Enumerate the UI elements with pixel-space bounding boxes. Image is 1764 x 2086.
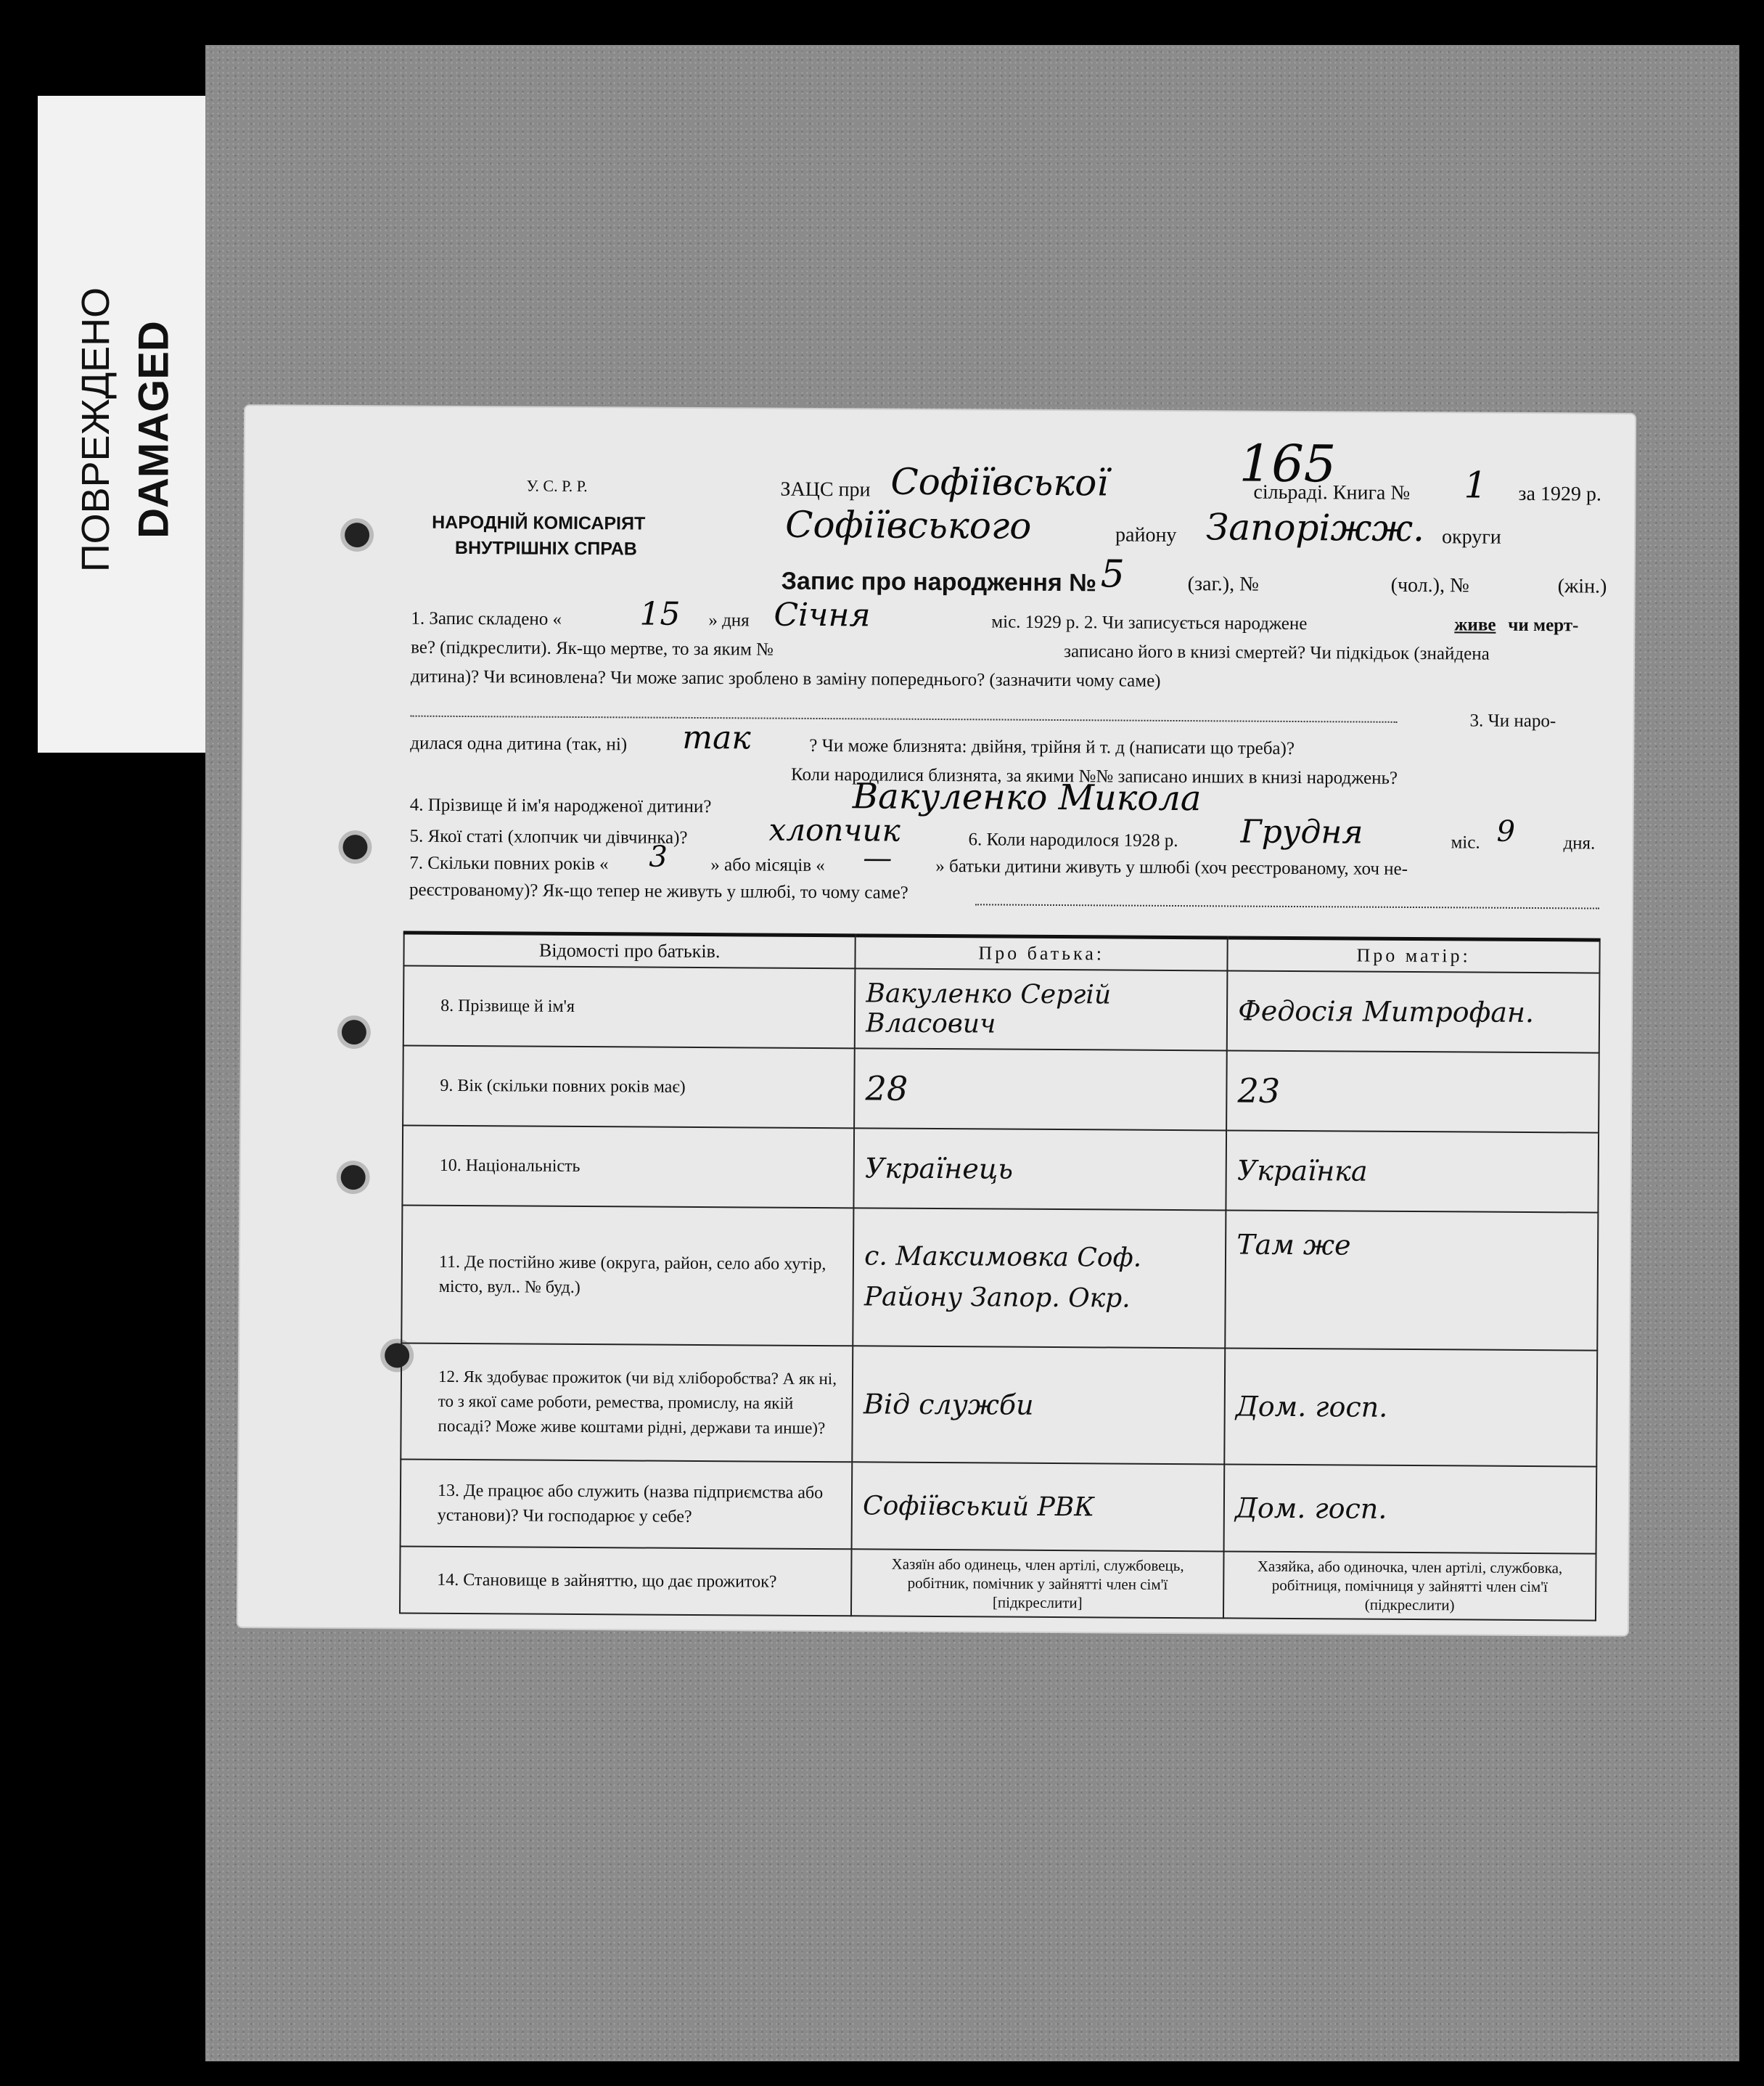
- punch-hole: [345, 523, 369, 547]
- father-value: Софіївський РВК: [852, 1462, 1225, 1551]
- q6-month-label: міс.: [1451, 833, 1480, 853]
- q7-line-c: » батьки дитини живуть у шлюбі (хоч реєстрованому, хоч не-: [935, 856, 1408, 879]
- father-value: Від служби: [853, 1346, 1226, 1464]
- q3-tail: 3. Чи наро-: [1469, 711, 1556, 732]
- village-handwritten: Софіївської: [890, 460, 1109, 504]
- q1-alive: живе: [1454, 615, 1496, 635]
- q3-line-b: ? Чи може близнята: двійня, трійня й т. д (написати що треба)?: [809, 735, 1295, 759]
- row-label: 11. Де постійно живе (округа, район, село або хутір, місто, вул.. № буд.): [401, 1206, 853, 1346]
- mother-value: Хазяйка, або одиночка, член артілі, службовка, робітниця, помічниця у зайнятті член сім'ї (підкреслити): [1223, 1551, 1596, 1620]
- q3-line: дилася одна дитина (так, ні): [410, 733, 628, 755]
- q5-sex: хлопчик: [768, 811, 901, 848]
- table-row: [400, 1546, 1596, 1620]
- row-label: 14. Становище в зайняттю, що дає прожиток?: [400, 1546, 852, 1616]
- q2-line-b: записано його в книзі смертей? Чи підкідьок (знайдена: [1064, 642, 1490, 664]
- q2-line3: дитина)? Чи всиновлена? Чи може запис зроблено в заміну попереднього? (зазначити чому саме): [410, 666, 1161, 691]
- table-row: [402, 1126, 1599, 1213]
- header-info: Відомості про батьків.: [403, 933, 855, 968]
- year-label: за 1929 р.: [1518, 482, 1602, 506]
- okrug-handwritten: Запоріжж.: [1205, 506, 1425, 550]
- q6-month: Грудня: [1240, 813, 1363, 851]
- table-row: [401, 1460, 1597, 1554]
- q1-dead: чи мерт-: [1508, 615, 1579, 636]
- q5-label: 5. Якої статі (хлопчик чи дівчинка)?: [409, 826, 688, 848]
- raion-label: району: [1115, 523, 1177, 547]
- table-row: [403, 1046, 1599, 1133]
- selrada-label: сільраді. Книга №: [1253, 480, 1411, 504]
- father-value: Українець: [854, 1128, 1227, 1210]
- mother-value: Дом. госп.: [1224, 1348, 1597, 1466]
- fill-line: [975, 904, 1599, 909]
- row-label: 12. Як здобуває прожиток (чи від хліборобства? А як ні, то з якої саме роботи, ремества, промислу, на якій посаді? Може живе коштами рідні, держави та инше)?: [401, 1343, 853, 1463]
- q6-label: 6. Коли народилося 1928 р.: [968, 830, 1178, 851]
- mother-value: 23: [1226, 1050, 1599, 1132]
- q7-years: 3: [649, 840, 668, 874]
- mother-value: Федосія Митрофан.: [1227, 970, 1599, 1052]
- record-number-handwritten: 165: [1239, 433, 1337, 494]
- row-label: 9. Вік (скільки повних років має): [403, 1046, 855, 1129]
- father-value: Хазяїн або одинець, член артілі, службовець, робітник, помічник у зайнятті член сім'ї [підкреслити]: [851, 1549, 1224, 1618]
- table-row: [403, 966, 1600, 1053]
- district-handwritten: Софіївського: [784, 503, 1032, 547]
- q1-prefix: 1. Запис складено «: [411, 608, 562, 629]
- fill-line: [411, 716, 1398, 723]
- header-father: Про батька:: [856, 936, 1228, 971]
- zags-prefix: ЗАЦС при: [780, 478, 871, 502]
- q1-day: 15: [639, 595, 681, 633]
- q1-year: міс. 1929 р. 2. Чи записується народжене: [991, 612, 1308, 634]
- mother-value: Українка: [1226, 1130, 1599, 1212]
- damaged-label-ua: ПОВРЕЖДЕНО: [74, 287, 118, 573]
- mother-value: Дом. госп.: [1224, 1464, 1597, 1553]
- q4-label: 4. Прізвище й ім'я народженої дитини?: [409, 795, 712, 817]
- q7-label: 7. Скільки повних років «: [409, 853, 609, 875]
- birth-record-form: [238, 406, 1635, 1635]
- q2-line: ве? (підкреслити). Як-що мертве, то за яким №: [411, 637, 774, 660]
- father-value: с. Максимовка Соф. Району Запор. Окр.: [853, 1208, 1226, 1348]
- row-label: 10. Національність: [402, 1126, 854, 1208]
- chol-label: (чол.), №: [1390, 573, 1469, 597]
- zag-label: (заг.), №: [1187, 573, 1259, 596]
- q7-months: —: [863, 841, 893, 875]
- header-mother: Про матір:: [1228, 938, 1600, 973]
- commissariat-line2: ВНУТРІШНІХ СПРАВ: [454, 537, 637, 560]
- row-label: 8. Прізвище й ім'я: [403, 966, 856, 1049]
- record-number-field: 5: [1100, 552, 1125, 597]
- record-title: Запис про народження №: [781, 567, 1097, 597]
- q3-answer: так: [682, 719, 751, 757]
- father-value: Вакуленко Сергій Власович: [855, 968, 1228, 1050]
- commissariat-line1: НАРОДНІЙ КОМІСАРІЯТ: [432, 512, 646, 534]
- q6-day: 9: [1496, 814, 1516, 848]
- punch-hole: [341, 1165, 366, 1190]
- parents-table: [399, 931, 1601, 1621]
- q6-day-label: дня.: [1563, 833, 1596, 854]
- table-row: [401, 1343, 1597, 1467]
- mother-value: Там же: [1225, 1210, 1598, 1350]
- ussr-label: У. С. Р. Р.: [526, 476, 588, 496]
- q4-child-name: Вакуленко Микола: [852, 776, 1202, 819]
- q7-months-label: » або місяців «: [710, 855, 825, 876]
- q3-line2: Коли народилися близнята, за якими №№ записано инших в книзі народжень?: [790, 764, 1398, 788]
- row-label: 13. Де працює або служить (назва підприємства або установи)? Чи господарює у себе?: [401, 1460, 853, 1550]
- punch-hole: [342, 835, 367, 859]
- okrugy-label: округи: [1441, 525, 1501, 549]
- damaged-label-en: DAMAGED: [130, 321, 178, 539]
- damaged-stamp: [38, 96, 209, 753]
- punch-hole: [342, 1020, 366, 1044]
- zhin-label: (жін.): [1557, 575, 1607, 598]
- q1-month: Січня: [774, 596, 871, 634]
- table-row: [401, 1206, 1598, 1351]
- q7-line2: реєстрованому)? Як-що тепер не живуть у шлюбі, то чому саме?: [409, 880, 908, 903]
- q1-day-suffix: » дня: [708, 610, 750, 631]
- book-number-handwritten: 1: [1464, 464, 1488, 507]
- father-value: 28: [854, 1048, 1227, 1130]
